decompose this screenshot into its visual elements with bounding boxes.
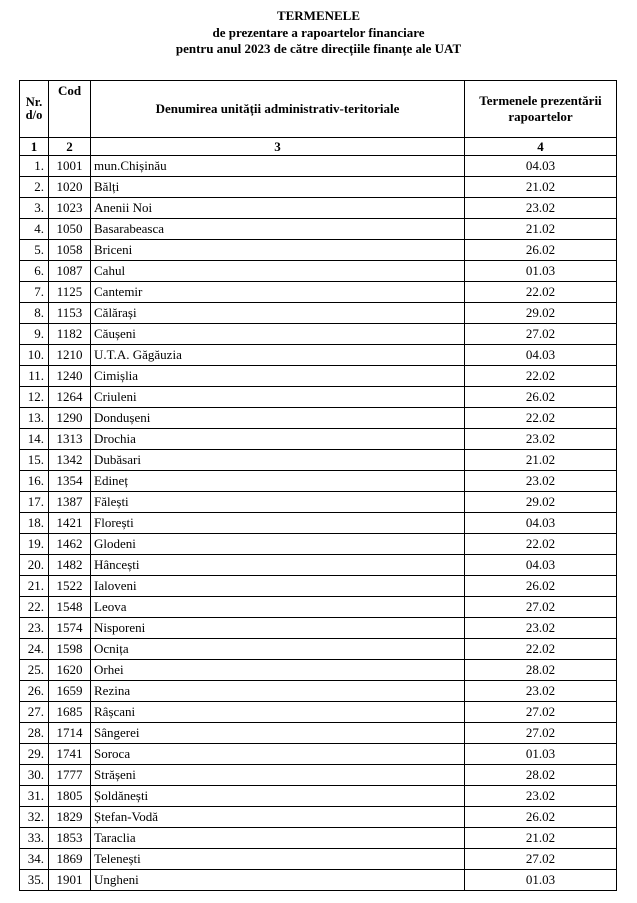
code-cell: 1522 xyxy=(49,576,91,597)
row-number-cell: 7. xyxy=(20,282,49,303)
table-row xyxy=(20,639,617,660)
unit-name-cell: Strășeni xyxy=(91,765,465,786)
row-number-cell: 18. xyxy=(20,513,49,534)
unit-name-cell: Ungheni xyxy=(91,870,465,891)
deadlines-table xyxy=(19,80,617,891)
code-cell: 1741 xyxy=(49,744,91,765)
unit-name-cell: Căușeni xyxy=(91,324,465,345)
table-row xyxy=(20,723,617,744)
table-row xyxy=(20,555,617,576)
unit-name-cell: Florești xyxy=(91,513,465,534)
code-cell: 1869 xyxy=(49,849,91,870)
deadline-cell: 23.02 xyxy=(465,681,617,702)
header-deadline: Termenele prezentării rapoartelor xyxy=(465,81,617,138)
table-row xyxy=(20,177,617,198)
deadline-cell: 23.02 xyxy=(465,471,617,492)
row-number-cell: 10. xyxy=(20,345,49,366)
row-number-cell: 19. xyxy=(20,534,49,555)
code-cell: 1240 xyxy=(49,366,91,387)
unit-name-cell: Briceni xyxy=(91,240,465,261)
code-cell: 1182 xyxy=(49,324,91,345)
table-row xyxy=(20,597,617,618)
row-number-cell: 11. xyxy=(20,366,49,387)
code-cell: 1574 xyxy=(49,618,91,639)
table-row xyxy=(20,765,617,786)
table-row xyxy=(20,786,617,807)
deadline-cell: 26.02 xyxy=(465,387,617,408)
code-cell: 1853 xyxy=(49,828,91,849)
code-cell: 1290 xyxy=(49,408,91,429)
unit-name-cell: Șoldănești xyxy=(91,786,465,807)
row-number-cell: 12. xyxy=(20,387,49,408)
deadline-cell: 22.02 xyxy=(465,366,617,387)
code-cell: 1685 xyxy=(49,702,91,723)
code-cell: 1001 xyxy=(49,156,91,177)
table-body xyxy=(20,156,617,891)
row-number-cell: 5. xyxy=(20,240,49,261)
unit-name-cell: Criuleni xyxy=(91,387,465,408)
deadline-cell: 23.02 xyxy=(465,618,617,639)
deadline-cell: 04.03 xyxy=(465,345,617,366)
unit-name-cell: Taraclia xyxy=(91,828,465,849)
deadline-cell: 04.03 xyxy=(465,156,617,177)
row-number-cell: 22. xyxy=(20,597,49,618)
column-number: 4 xyxy=(465,138,617,156)
column-number: 3 xyxy=(91,138,465,156)
row-number-cell: 24. xyxy=(20,639,49,660)
deadline-cell: 27.02 xyxy=(465,324,617,345)
code-cell: 1421 xyxy=(49,513,91,534)
row-number-cell: 9. xyxy=(20,324,49,345)
title-line-2: de prezentare a rapoartelor financiare xyxy=(212,24,425,40)
code-cell: 1659 xyxy=(49,681,91,702)
row-number-cell: 20. xyxy=(20,555,49,576)
deadline-cell: 29.02 xyxy=(465,492,617,513)
unit-name-cell: Anenii Noi xyxy=(91,198,465,219)
table-row xyxy=(20,240,617,261)
unit-name-cell: Cantemir xyxy=(91,282,465,303)
unit-name-cell: Orhei xyxy=(91,660,465,681)
unit-name-cell: Leova xyxy=(91,597,465,618)
row-number-cell: 21. xyxy=(20,576,49,597)
row-number-cell: 32. xyxy=(20,807,49,828)
code-cell: 1482 xyxy=(49,555,91,576)
code-cell: 1805 xyxy=(49,786,91,807)
code-cell: 1462 xyxy=(49,534,91,555)
row-number-cell: 4. xyxy=(20,219,49,240)
deadline-cell: 27.02 xyxy=(465,849,617,870)
deadline-cell: 04.03 xyxy=(465,555,617,576)
row-number-cell: 33. xyxy=(20,828,49,849)
row-number-cell: 16. xyxy=(20,471,49,492)
row-number-cell: 29. xyxy=(20,744,49,765)
code-cell: 1313 xyxy=(49,429,91,450)
code-cell: 1548 xyxy=(49,597,91,618)
code-cell: 1210 xyxy=(49,345,91,366)
table-row xyxy=(20,261,617,282)
deadline-cell: 01.03 xyxy=(465,744,617,765)
deadline-cell: 26.02 xyxy=(465,240,617,261)
deadline-cell: 28.02 xyxy=(465,765,617,786)
code-cell: 1023 xyxy=(49,198,91,219)
code-cell: 1829 xyxy=(49,807,91,828)
row-number-cell: 23. xyxy=(20,618,49,639)
row-number-cell: 3. xyxy=(20,198,49,219)
header-nr-label: Nr. d/o xyxy=(25,95,43,122)
deadline-cell: 21.02 xyxy=(465,450,617,471)
table-row xyxy=(20,513,617,534)
table-row xyxy=(20,618,617,639)
row-number-cell: 14. xyxy=(20,429,49,450)
code-cell: 1354 xyxy=(49,471,91,492)
unit-name-cell: Glodeni xyxy=(91,534,465,555)
unit-name-cell: Râșcani xyxy=(91,702,465,723)
unit-name-cell: Soroca xyxy=(91,744,465,765)
code-cell: 1387 xyxy=(49,492,91,513)
deadline-cell: 22.02 xyxy=(465,534,617,555)
deadline-cell: 27.02 xyxy=(465,723,617,744)
table-row xyxy=(20,660,617,681)
deadline-cell: 28.02 xyxy=(465,660,617,681)
unit-name-cell: Ocnița xyxy=(91,639,465,660)
row-number-cell: 27. xyxy=(20,702,49,723)
header-cod: Cod xyxy=(49,81,91,138)
deadline-cell: 26.02 xyxy=(465,807,617,828)
table-row xyxy=(20,702,617,723)
deadline-cell: 26.02 xyxy=(465,576,617,597)
row-number-cell: 1. xyxy=(20,156,49,177)
code-cell: 1050 xyxy=(49,219,91,240)
deadline-cell: 27.02 xyxy=(465,702,617,723)
deadline-cell: 21.02 xyxy=(465,219,617,240)
code-cell: 1342 xyxy=(49,450,91,471)
table-row xyxy=(20,681,617,702)
table-row xyxy=(20,492,617,513)
unit-name-cell: Bălți xyxy=(91,177,465,198)
code-cell: 1153 xyxy=(49,303,91,324)
row-number-cell: 8. xyxy=(20,303,49,324)
code-cell: 1020 xyxy=(49,177,91,198)
unit-name-cell: Cimișlia xyxy=(91,366,465,387)
code-cell: 1125 xyxy=(49,282,91,303)
deadline-cell: 21.02 xyxy=(465,177,617,198)
unit-name-cell: Dondușeni xyxy=(91,408,465,429)
unit-name-cell: Ștefan-Vodă xyxy=(91,807,465,828)
deadline-cell: 22.02 xyxy=(465,639,617,660)
table-row xyxy=(20,450,617,471)
header-name: Denumirea unității administrativ-teritoriale xyxy=(91,81,465,138)
deadline-cell: 22.02 xyxy=(465,282,617,303)
deadline-cell: 22.02 xyxy=(465,408,617,429)
table-row xyxy=(20,807,617,828)
row-number-cell: 17. xyxy=(20,492,49,513)
unit-name-cell: Basarabeasca xyxy=(91,219,465,240)
column-number: 2 xyxy=(49,138,91,156)
row-number-cell: 26. xyxy=(20,681,49,702)
row-number-cell: 15. xyxy=(20,450,49,471)
deadline-cell: 23.02 xyxy=(465,198,617,219)
deadline-cell: 29.02 xyxy=(465,303,617,324)
code-cell: 1058 xyxy=(49,240,91,261)
unit-name-cell: Edineț xyxy=(91,471,465,492)
table-row xyxy=(20,576,617,597)
table-row xyxy=(20,828,617,849)
table-row xyxy=(20,408,617,429)
deadline-cell: 27.02 xyxy=(465,597,617,618)
unit-name-cell: Ialoveni xyxy=(91,576,465,597)
row-number-cell: 34. xyxy=(20,849,49,870)
column-number: 1 xyxy=(20,138,49,156)
header-nr xyxy=(20,81,49,138)
unit-name-cell: Rezina xyxy=(91,681,465,702)
table-row xyxy=(20,345,617,366)
row-number-cell: 35. xyxy=(20,870,49,891)
title-line-3: pentru anul 2023 de către direcțiile finanțe ale UAT xyxy=(175,41,462,56)
unit-name-cell: Hâncești xyxy=(91,555,465,576)
code-cell: 1777 xyxy=(49,765,91,786)
deadline-cell: 23.02 xyxy=(465,429,617,450)
code-cell: 1264 xyxy=(49,387,91,408)
deadline-cell: 04.03 xyxy=(465,513,617,534)
code-cell: 1598 xyxy=(49,639,91,660)
deadline-cell: 21.02 xyxy=(465,828,617,849)
code-cell: 1714 xyxy=(49,723,91,744)
unit-name-cell: Nisporeni xyxy=(91,618,465,639)
row-number-cell: 6. xyxy=(20,261,49,282)
row-number-cell: 2. xyxy=(20,177,49,198)
unit-name-cell: Telenești xyxy=(91,849,465,870)
table-row xyxy=(20,303,617,324)
code-cell: 1087 xyxy=(49,261,91,282)
table-row xyxy=(20,534,617,555)
code-cell: 1620 xyxy=(49,660,91,681)
table-header-row xyxy=(20,81,617,138)
unit-name-cell: Cahul xyxy=(91,261,465,282)
title-line-1: TERMENELE xyxy=(276,8,361,23)
row-number-cell: 28. xyxy=(20,723,49,744)
table-row xyxy=(20,219,617,240)
code-cell: 1901 xyxy=(49,870,91,891)
row-number-cell: 31. xyxy=(20,786,49,807)
table-row xyxy=(20,198,617,219)
row-number-cell: 25. xyxy=(20,660,49,681)
table-row xyxy=(20,849,617,870)
table-row xyxy=(20,471,617,492)
unit-name-cell: mun.Chișinău xyxy=(91,156,465,177)
table-row xyxy=(20,429,617,450)
table-row xyxy=(20,744,617,765)
unit-name-cell: Călărași xyxy=(91,303,465,324)
table-row xyxy=(20,366,617,387)
deadline-cell: 01.03 xyxy=(465,261,617,282)
table-row xyxy=(20,156,617,177)
unit-name-cell: Fălești xyxy=(91,492,465,513)
column-number-row xyxy=(20,138,617,156)
document-title xyxy=(0,8,637,58)
unit-name-cell: Dubăsari xyxy=(91,450,465,471)
deadline-cell: 01.03 xyxy=(465,870,617,891)
table-row xyxy=(20,870,617,891)
row-number-cell: 13. xyxy=(20,408,49,429)
unit-name-cell: Drochia xyxy=(91,429,465,450)
table-row xyxy=(20,387,617,408)
deadline-cell: 23.02 xyxy=(465,786,617,807)
unit-name-cell: U.T.A. Găgăuzia xyxy=(91,345,465,366)
row-number-cell: 30. xyxy=(20,765,49,786)
table-row xyxy=(20,324,617,345)
table-row xyxy=(20,282,617,303)
unit-name-cell: Sângerei xyxy=(91,723,465,744)
